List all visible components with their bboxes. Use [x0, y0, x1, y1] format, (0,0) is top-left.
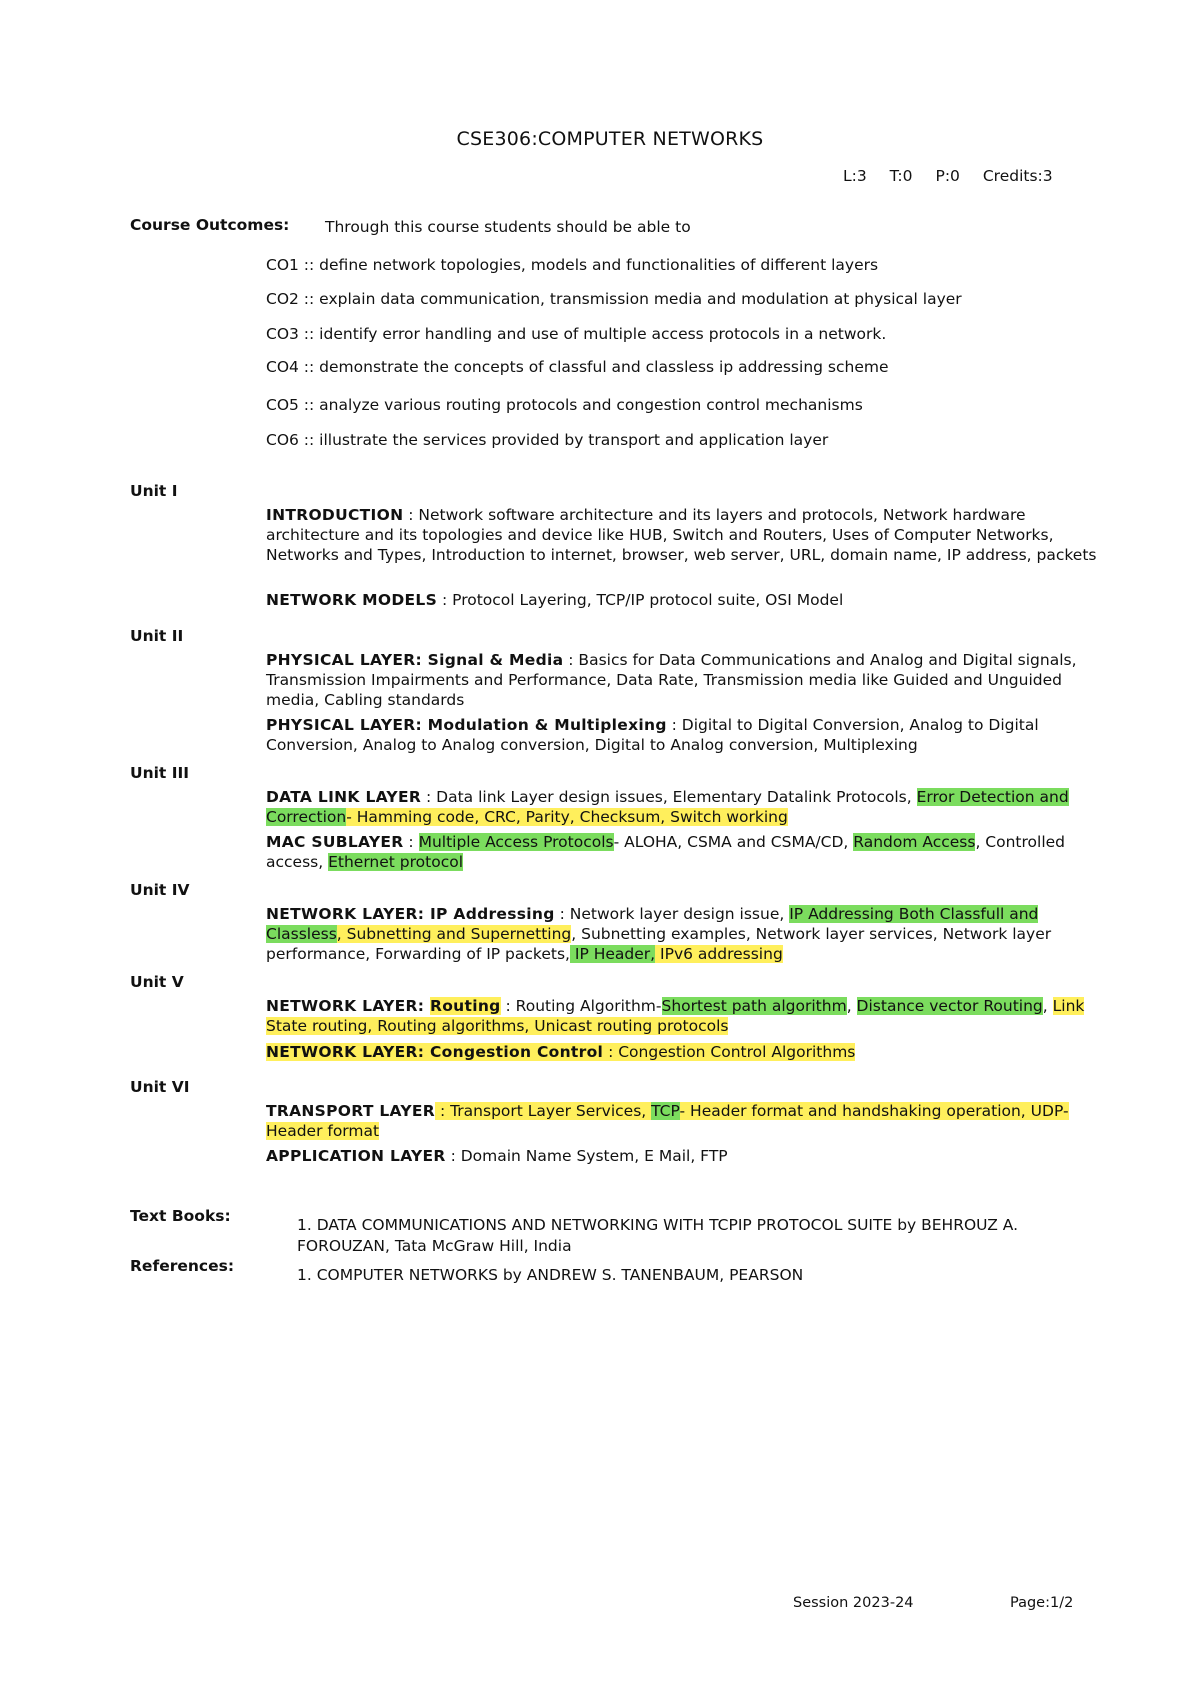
unit-5-label: Unit V: [130, 973, 184, 991]
highlight-yellow: : Transport Layer Services,: [435, 1102, 652, 1120]
topic-heading: PHYSICAL LAYER: Modulation & Multiplexing: [266, 716, 667, 734]
unit-1-network-models: [266, 590, 1106, 610]
highlight-yellow: - Hamming code, CRC, Parity, Checksum, Switch working: [346, 808, 788, 826]
text-book-item: 1. DATA COMMUNICATIONS AND NETWORKING WITH TCPIP PROTOCOL SUITE by BEHROUZ A. FOROUZAN, Tata McGraw Hill, India: [297, 1216, 1019, 1255]
topic-text: :: [403, 833, 419, 851]
highlight-green: Distance vector Routing: [856, 997, 1043, 1015]
unit-2-signal-media: [266, 650, 1106, 710]
topic-text: , Subnetting examples, Network layer services, Network layer performance, Forwarding of IP packets,: [266, 925, 1052, 963]
unit-2-modulation: [266, 715, 1106, 755]
course-outcomes-label: Course Outcomes:: [130, 216, 290, 234]
outcome-co2: CO2 :: explain data communication, transmission media and modulation at physical layer: [266, 290, 962, 308]
outcome-co3: CO3 :: identify error handling and use of multiple access protocols in a network.: [266, 325, 887, 343]
references-label: References:: [130, 1257, 235, 1275]
outcome-co1: CO1 :: define network topologies, models and functionalities of different layers: [266, 256, 879, 274]
credits-value: Credits:3: [982, 167, 1053, 185]
highlight-green: Error Detection and Correction: [266, 788, 1069, 826]
topic-heading: NETWORK LAYER:: [266, 997, 430, 1015]
session-footer: Session 2023-24: [793, 1595, 914, 1611]
highlight-yellow: , Subnetting and Supernetting: [336, 925, 572, 943]
topic-heading: PHYSICAL LAYER: Signal & Media: [266, 651, 564, 669]
practical-hours: P:0: [935, 167, 960, 185]
topic-text: : Digital to Digital Conversion, Analog to Digital Conversion, Analog to Analog conversion, Digital to Analog conversion, Multiplexing: [266, 716, 1039, 754]
topic-heading: DATA LINK LAYER: [266, 788, 422, 806]
credits-line: [843, 167, 1071, 185]
outcome-co4: CO4 :: demonstrate the concepts of classful and classless ip addressing scheme: [266, 358, 889, 376]
outcome-co6: CO6 :: illustrate the services provided by transport and application layer: [266, 431, 829, 449]
lecture-hours: L:3: [843, 167, 867, 185]
topic-text: : Basics for Data Communications and Analog and Digital signals, Transmission Impairments and Performance, Data Rate, Transmission media like Guided and Unguided media, Cabling standards: [266, 651, 1077, 709]
unit-6-transport: [266, 1101, 1106, 1141]
highlight-yellow: - Header format and handshaking operation,: [679, 1102, 1031, 1120]
highlight-green: Multiple Access Protocols: [418, 833, 614, 851]
highlight-yellow: UDP: [1030, 1102, 1063, 1120]
page-number: Page:1/2: [1010, 1595, 1074, 1611]
highlight-yellow: Link State routing, Routing algorithms, Unicast routing protocols: [266, 997, 1085, 1035]
text-books-label: Text Books:: [130, 1207, 231, 1225]
unit-4-label: Unit IV: [130, 881, 190, 899]
highlight-yellow: : Congestion Control Algorithms: [603, 1043, 856, 1061]
course-outcomes-intro: Through this course students should be able to: [325, 218, 691, 236]
topic-heading: APPLICATION LAYER: [266, 1147, 446, 1165]
highlight-yellow: - Header format: [266, 1102, 1069, 1140]
unit-5-routing: [266, 996, 1106, 1036]
unit-5-congestion: [266, 1042, 1106, 1062]
unit-6-label: Unit VI: [130, 1078, 190, 1096]
topic-text: : Network software architecture and its layers and protocols, Network hardware architecture and its topologies and device like HUB, Switch and Routers, Uses of Computer Networks, Networks and Types, Introduction to internet, browser, web server, URL, domain name, IP address, packets: [266, 506, 1097, 564]
highlight-yellow: Routing: [429, 997, 501, 1015]
unit-6-application: [266, 1146, 1106, 1166]
highlight-green: Shortest path algorithm: [661, 997, 847, 1015]
highlight-green: IP Header,: [569, 945, 656, 963]
unit-2-label: Unit II: [130, 627, 184, 645]
topic-text: : Domain Name System, E Mail, FTP: [445, 1147, 728, 1165]
topic-text: : Network layer design issue,: [554, 905, 790, 923]
topic-text: - ALOHA, CSMA and CSMA/CD,: [613, 833, 854, 851]
topic-heading: MAC SUBLAYER: [266, 833, 404, 851]
topic-text: : Routing Algorithm-: [500, 997, 662, 1015]
topic-heading: NETWORK LAYER: IP Addressing: [266, 905, 555, 923]
unit-3-label: Unit III: [130, 764, 190, 782]
highlight-green: IP Addressing Both Classfull and Classless: [266, 905, 1039, 943]
highlight-green: TCP: [651, 1102, 680, 1120]
highlight-yellow: IPv6 addressing: [655, 945, 783, 963]
unit-3-data-link: [266, 787, 1106, 827]
unit-4-ip-addressing: [266, 904, 1106, 964]
unit-3-mac-sublayer: [266, 832, 1106, 872]
tutorial-hours: T:0: [889, 167, 913, 185]
highlight-green: Ethernet protocol: [328, 853, 464, 871]
unit-1-label: Unit I: [130, 482, 178, 500]
topic-heading: TRANSPORT LAYER: [266, 1102, 436, 1120]
highlight-green: Random Access: [853, 833, 976, 851]
topic-text: : Data link Layer design issues, Elementary Datalink Protocols,: [421, 788, 917, 806]
outcome-co5: CO5 :: analyze various routing protocols and congestion control mechanisms: [266, 396, 863, 414]
reference-item: 1. COMPUTER NETWORKS by ANDREW S. TANENBAUM, PEARSON: [297, 1266, 804, 1284]
topic-heading: NETWORK LAYER: Congestion Control: [266, 1043, 604, 1061]
topic-heading: NETWORK MODELS: [266, 591, 438, 609]
topic-text: ,: [1042, 997, 1053, 1015]
unit-1-introduction: [266, 505, 1106, 565]
topic-text: , Controlled access,: [266, 833, 1066, 871]
course-title: CSE306:COMPUTER NETWORKS: [456, 128, 764, 150]
topic-text: : Protocol Layering, TCP/IP protocol suite, OSI Model: [437, 591, 844, 609]
topic-text: ,: [846, 997, 857, 1015]
topic-heading: INTRODUCTION: [266, 506, 404, 524]
